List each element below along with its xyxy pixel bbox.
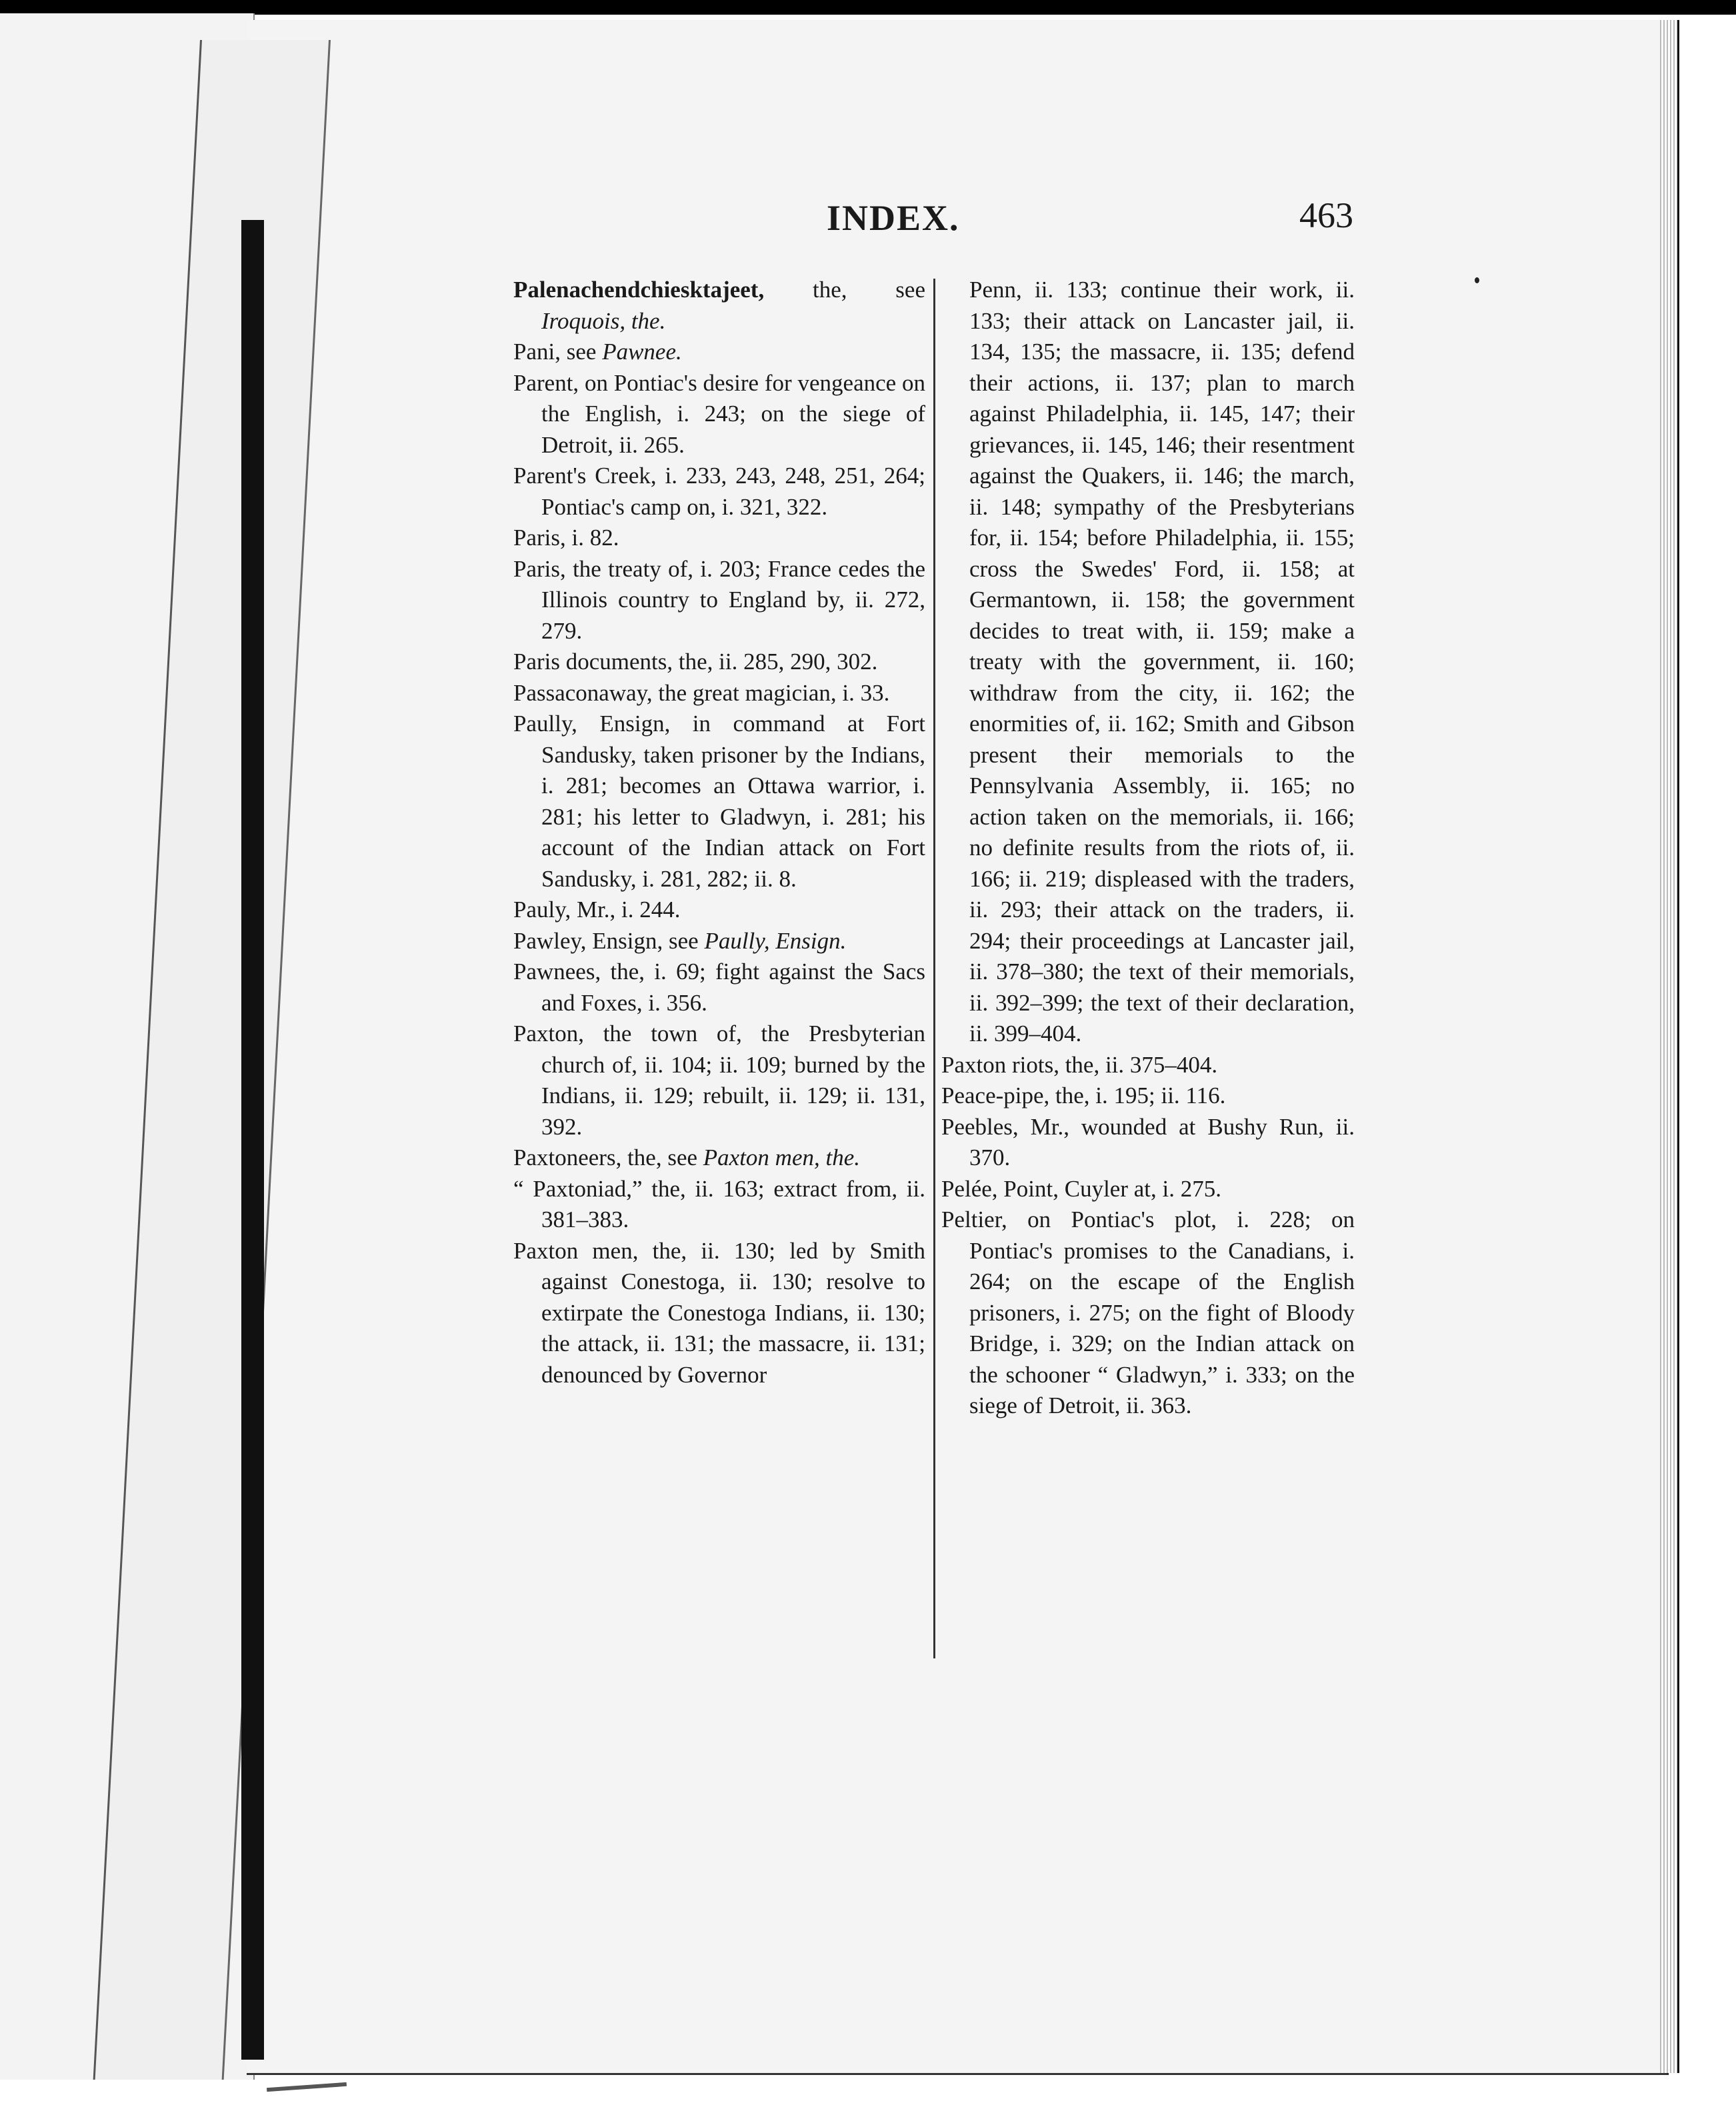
page-number: 463 (1299, 195, 1353, 235)
entry-heading: Pauly, Mr., (513, 897, 616, 923)
entry-heading: Peltier, (941, 1206, 1007, 1232)
entry-text: the, i. 69; fight against the Sacs and Foxes, i. 356. (541, 959, 925, 1016)
index-entry (513, 368, 925, 461)
index-entry (513, 926, 925, 957)
index-entry (513, 1019, 925, 1142)
index-entry (513, 1236, 925, 1391)
entry-heading: Paxton riots, (941, 1051, 1059, 1078)
index-entry (513, 523, 925, 554)
entry-text: the great magician, i. 33. (652, 679, 890, 706)
index-entry (941, 1174, 1355, 1205)
index-entry (941, 1080, 1355, 1112)
index-entry (513, 709, 925, 895)
entry-text: i. 203; France cedes the Illinois country to England by, ii. 272, 279. (541, 555, 925, 644)
entry-text: i. 233, 243, 248, 251, 264; Pontiac's camp on, i. 321, 322. (541, 463, 925, 520)
entry-text: on Pontiac's desire for vengeance on the English, i. 243; on the siege of Detroit, ii. 265. (541, 369, 925, 458)
entry-text: the, ii. 285, 290, 302. (673, 649, 878, 675)
entry-heading: Peebles, Mr., (941, 1113, 1069, 1140)
entry-text: wounded at Bushy Run, ii. 370. (969, 1113, 1355, 1170)
scan-bottom-margin (0, 2080, 1736, 2117)
entry-heading: Paxtoneers, (513, 1144, 622, 1170)
column-divider (933, 279, 935, 1658)
entry-heading: “ Paxtoniad,” (513, 1175, 643, 1202)
index-entry (941, 1112, 1355, 1174)
index-column-right (941, 275, 1355, 1422)
entry-heading: Pelée, Point, (941, 1175, 1059, 1202)
entry-heading: Paris, the treaty of, (513, 555, 694, 582)
entry-heading: Paully, Ensign, (513, 711, 671, 737)
running-head-title: INDEX. (827, 198, 960, 238)
entry-text: on Pontiac's plot, i. 228; on Pontiac's promises to the Canadians, i. 264; on the escape of the English prisoners, i. 275; on the fight of Bloody Bridge, i. 329; on the Indian attack on the schooner “ Gladwyn,” i. 333; on the siege of Detroit, ii. 363. (969, 1206, 1355, 1418)
entry-text: see (663, 927, 705, 954)
entry-heading: Paris, (513, 525, 566, 551)
entry-text: i. 82. (565, 525, 619, 551)
entry-text: the, see (621, 1144, 703, 1170)
index-entry (513, 554, 925, 647)
index-entry (513, 647, 925, 678)
entry-heading: Pani, (513, 339, 561, 365)
entry-heading: Pawley, Ensign, (513, 927, 663, 954)
index-entry (513, 337, 925, 368)
index-entry (513, 678, 925, 709)
index-entry (513, 957, 925, 1019)
index-entry (513, 1142, 925, 1174)
index-entry (513, 461, 925, 523)
index-entry (941, 1204, 1355, 1422)
entry-heading: Parent's Creek, (513, 463, 657, 489)
entry-text: the, ii. 375–404. (1059, 1051, 1218, 1078)
entry-text: the, ii. 163; extract from, ii. 381–383. (541, 1175, 925, 1232)
entry-cross-reference: Pawnee. (602, 339, 682, 365)
entry-text: the, ii. 130; led by Smith against Conestoga, ii. 130; resolve to extirpate the Conestoga Indians, ii. 130; the attack, ii. 131; the massacre, ii. 131; denounced by Governor (541, 1237, 926, 1388)
index-entry (941, 1050, 1355, 1081)
entry-heading: Parent, (513, 369, 579, 396)
entry-cross-reference: Paxton men, the. (703, 1144, 860, 1170)
index-entry (513, 895, 925, 926)
entry-heading: Palenachendchiesktajeet, (513, 277, 765, 303)
entry-continuation: Penn, ii. 133; continue their work, ii. 133; their attack on Lancaster jail, ii. 134, 135; the massacre, ii. 135; defend their actions, ii. 137; plan to march against Philadelphia, ii. 145, 147; their grievances, ii. 145, 146; their resentment against the Quakers, ii. 146; the march, ii. 148; sympathy of the Presbyterians for, ii. 154; before Philadelphia, ii. 155; cross the Swedes' Ford, ii. 158; at Germantown, ii. 158; the government decides to treat with, ii. 159; make a treaty with the government, ii. 160; withdraw from the city, ii. 162; the enormities of, ii. 162; Smith and Gibson present their memorials to the Pennsylvania Assembly, ii. 165; no action taken on the memorials, ii. 166; no definite results from the riots of, ii. 166; ii. 219; displeased with the traders, ii. 293; their attack on the traders, ii. 294; their proceedings at Lancaster jail, ii. 378–380; the text of their memorials, ii. 392–399; the text of their declaration, ii. 399–404. (969, 277, 1355, 1047)
entry-text: see (560, 339, 603, 365)
book-spine-shadow (241, 220, 264, 2060)
entry-heading: Paxton, (513, 1021, 584, 1047)
ink-speck (1475, 277, 1479, 283)
entry-heading: Passaconaway, (513, 679, 653, 706)
entry-cross-reference: Paully, Ensign. (704, 927, 847, 954)
entry-text: the town of, the Presbyterian church of, ii. 104; ii. 109; burned by the Indians, ii. 129; rebuilt, ii. 129; ii. 131, 392. (541, 1021, 925, 1140)
entry-heading: Pawnees, (513, 959, 601, 985)
entry-cross-reference: Iroquois, the. (541, 307, 666, 334)
index-entry (513, 275, 925, 337)
entry-text: in command at Fort Sandusky, taken prisoner by the Indians, i. 281; becomes an Ottawa warrior, i. 281; his letter to Gladwyn, i. 281; his account of the Indian attack on Fort Sandusky, i. 281, 282; ii. 8. (541, 711, 925, 892)
entry-text: the, see (764, 277, 925, 303)
page-stack-edge (1660, 20, 1679, 2073)
entry-text: Cuyler at, i. 275. (1058, 1175, 1221, 1202)
entry-heading: Peace-pipe, (941, 1082, 1050, 1108)
entry-text: i. 244. (615, 897, 681, 923)
entry-text: the, i. 195; ii. 116. (1049, 1082, 1226, 1108)
index-column-left (513, 275, 925, 1390)
entry-heading: Paris documents, (513, 649, 673, 675)
scan-top-border (0, 0, 1736, 15)
entry-heading: Paxton men, (513, 1237, 639, 1264)
index-entry (513, 1174, 925, 1236)
